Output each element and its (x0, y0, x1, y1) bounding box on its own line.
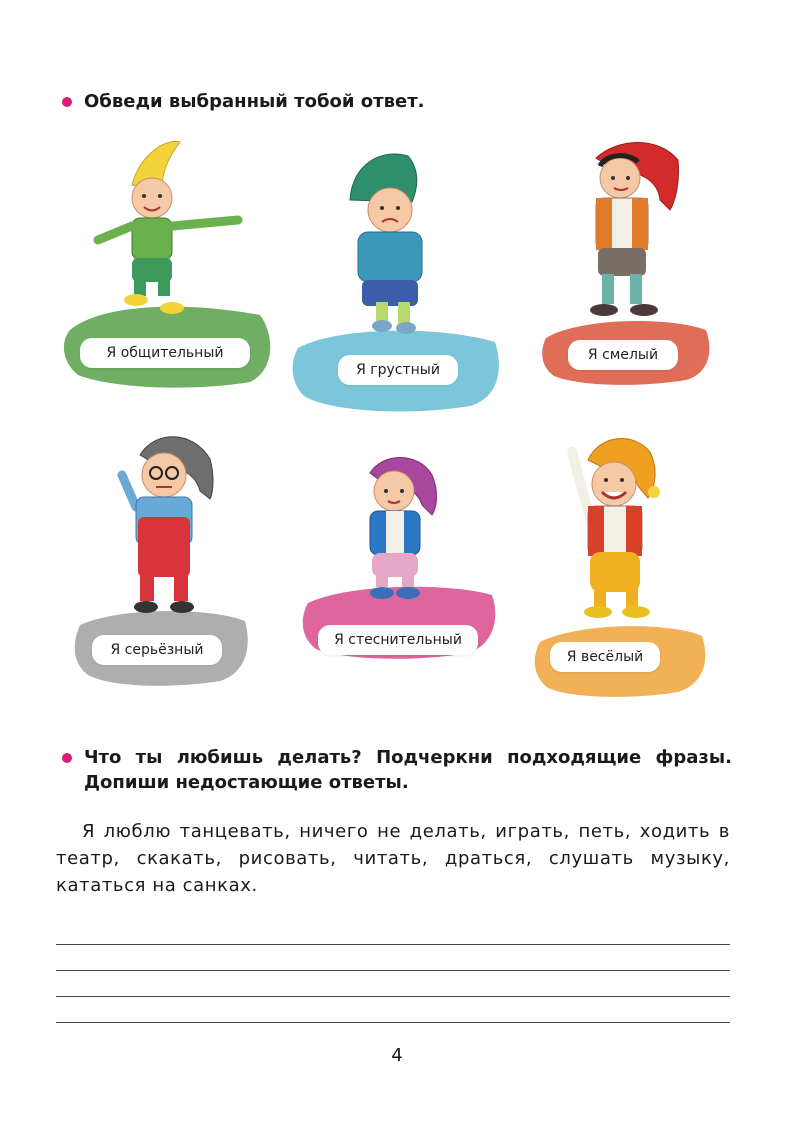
character-card-shy[interactable] (300, 445, 500, 670)
answer-line-3[interactable] (56, 996, 730, 997)
label-sad[interactable]: Я грустный (338, 355, 458, 385)
label-serious[interactable]: Я серьёзный (92, 635, 222, 665)
task-2-title (62, 745, 732, 795)
task-1-title (62, 89, 732, 114)
character-card-brave[interactable] (538, 130, 713, 390)
character-card-serious[interactable] (70, 425, 255, 695)
character-card-sad[interactable] (290, 130, 505, 420)
answer-line-1[interactable] (56, 944, 730, 945)
label-shy[interactable]: Я стеснительный (318, 625, 478, 655)
character-card-sociable[interactable] (60, 130, 280, 400)
character-card-cheerful[interactable] (530, 422, 710, 702)
label-brave[interactable]: Я смелый (568, 340, 678, 370)
answer-line-2[interactable] (56, 970, 730, 971)
label-cheerful[interactable]: Я весёлый (550, 642, 660, 672)
label-sociable[interactable]: Я общительный (80, 338, 250, 368)
task-1-title-text: Обведи выбранный тобой ответ. (84, 91, 425, 112)
page-number: 4 (391, 1045, 403, 1066)
bullet-icon (62, 97, 72, 107)
activities-passage: Я люблю танцевать, ничего не делать, играть, петь, ходить в театр, скакать, рисовать, читать, драться, слушать музыку, кататься на санках. (56, 821, 730, 896)
bullet-icon (62, 753, 72, 763)
answer-line-4[interactable] (56, 1022, 730, 1023)
task-2-title-text: Что ты любишь делать? Подчеркни подходящие фразы. Допиши недостающие ответы. (84, 747, 732, 793)
flower-icon (648, 486, 660, 498)
